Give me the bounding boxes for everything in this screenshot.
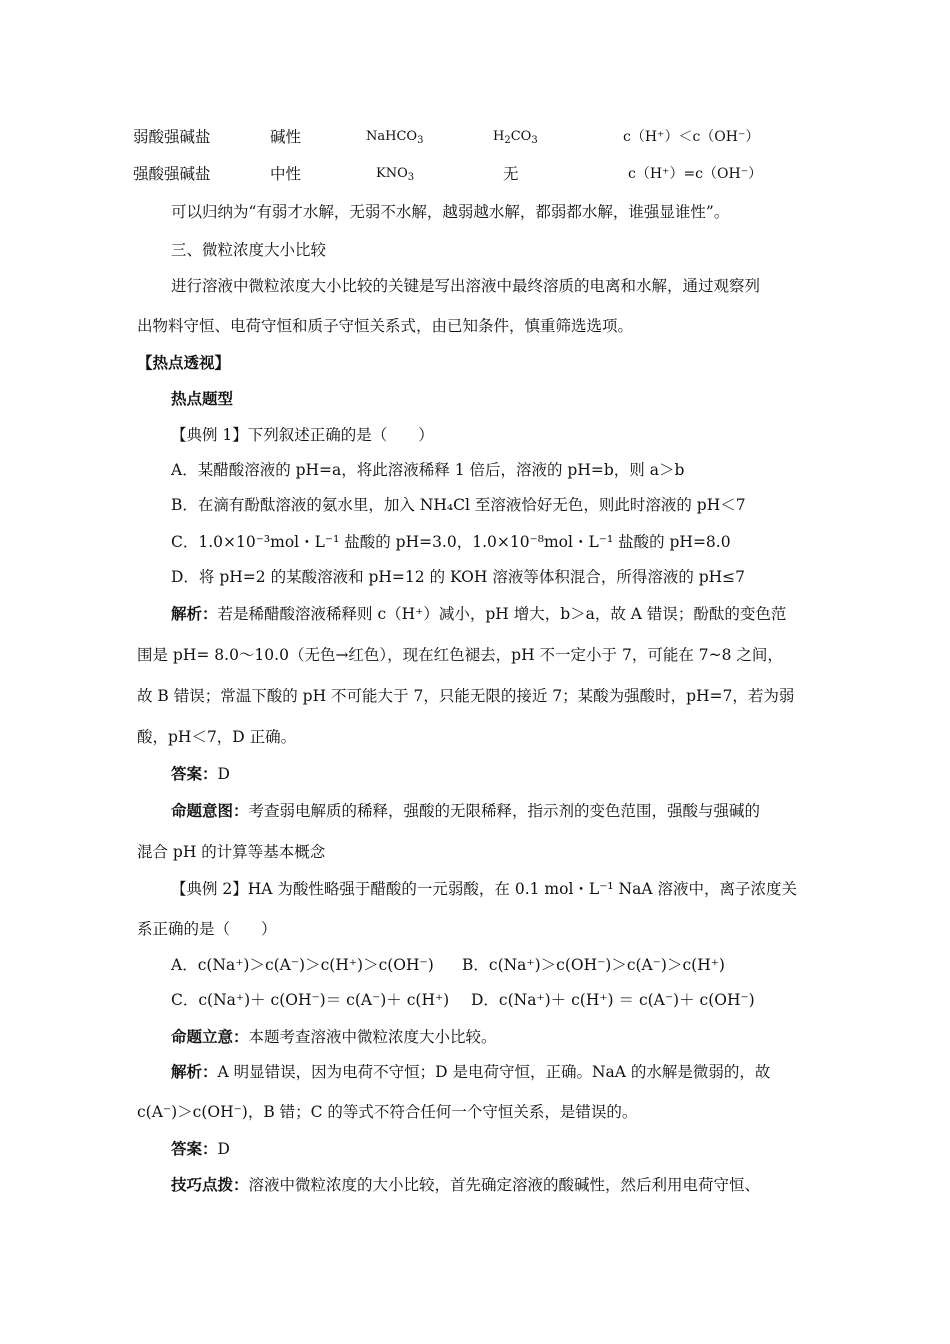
analysis-cont: 酸，pH＜7，D 正确。 bbox=[137, 728, 297, 746]
option-c: C．c(Na⁺)＋ c(OH⁻)＝ c(A⁻)＋ c(H⁺) bbox=[171, 991, 450, 1009]
option-c: C．1.0×10⁻³mol・L⁻¹ 盐酸的 pH=3.0，1.0×10⁻⁸mol・L⁻¹ 盐酸的 pH=8.0 bbox=[171, 533, 731, 551]
analysis: 解析：若是稀醋酸溶液稀释则 c（H⁺）减小，pH 增大，b＞a，故 A 错误；酚酞的变色范 bbox=[171, 604, 787, 623]
ion-relation: c（H⁺）=c（OH⁻） bbox=[628, 166, 763, 182]
option-b: B．在滴有酚酞溶液的氨水里，加入 NH₄Cl 至溶液恰好无色，则此时溶液的 pH＜7 bbox=[171, 496, 746, 514]
example-title: 【典例 2】HA 为酸性略强于醋酸的一元弱酸，在 0.1 mol・L⁻¹ NaA 溶液中，离子浓度关 bbox=[171, 880, 797, 898]
section-heading: 【热点透视】 bbox=[137, 353, 231, 372]
subheading: 热点题型 bbox=[171, 389, 234, 408]
option-b: B．c(Na⁺)＞c(OH⁻)＞c(A⁻)＞c(H⁺) bbox=[462, 956, 725, 974]
option-a: A．c(Na⁺)＞c(A⁻)＞c(H⁺)＞c(OH⁻) bbox=[171, 956, 434, 974]
hydrolysis-product: 无 bbox=[503, 165, 519, 183]
tip: 技巧点拨：溶液中微粒浓度的大小比较，首先确定溶液的酸碱性，然后利用电荷守恒、 bbox=[171, 1175, 761, 1194]
analysis-cont: 围是 pH= 8.0～10.0（无色→红色），现在红色褪去，pH 不一定小于 7，可能在 7~8 之间， bbox=[137, 646, 783, 664]
hydrolysis-product: $H_2CO_3$ bbox=[493, 129, 538, 146]
answer: 答案：D bbox=[171, 764, 230, 783]
option-a: A．某醋酸溶液的 pH=a，将此溶液稀释 1 倍后，溶液的 pH=b，则 a＞b bbox=[171, 461, 685, 479]
section-title: 三、微粒浓度大小比较 bbox=[171, 241, 327, 259]
option-d: D．c(Na⁺)＋ c(H⁺) ＝ c(A⁻)＋ c(OH⁻) bbox=[471, 991, 755, 1009]
example-title-cont: 系正确的是（ ） bbox=[137, 920, 277, 938]
idea: 命题立意：本题考查溶液中微粒浓度大小比较。 bbox=[171, 1027, 497, 1046]
paragraph: 进行溶液中微粒浓度大小比较的关键是写出溶液中最终溶质的电离和水解，通过观察列 bbox=[171, 277, 761, 295]
example-title: 【典例 1】下列叙述正确的是（ ） bbox=[171, 426, 434, 444]
analysis-cont: 故 B 错误；常温下酸的 pH 不可能大于 7，只能无限的接近 7；某酸为强酸时，pH=7，若为弱 bbox=[137, 687, 795, 705]
intent: 命题意图：考查弱电解质的稀释，强酸的无限稀释，指示剂的变色范围，强酸与强碱的 bbox=[171, 801, 761, 820]
solution-nature: 中性 bbox=[270, 165, 302, 183]
example-salt: $KNO_3$ bbox=[376, 166, 415, 183]
analysis: 解析：A 明显错误，因为电荷不守恒；D 是电荷守恒，正确。NaA 的水解是微弱的，故 bbox=[171, 1062, 771, 1081]
paragraph: 出物料守恒、电荷守恒和质子守恒关系式，由已知条件，慎重筛选选项。 bbox=[137, 317, 634, 335]
intent-cont: 混合 pH 的计算等基本概念 bbox=[137, 843, 326, 861]
answer: 答案：D bbox=[171, 1139, 230, 1158]
solution-nature: 碱性 bbox=[270, 128, 302, 146]
analysis-cont: c(A⁻)＞c(OH⁻)，B 错；C 的等式不符合任何一个守恒关系，是错误的。 bbox=[137, 1103, 638, 1121]
option-d: D．将 pH=2 的某酸溶液和 pH=12 的 KOH 溶液等体积混合，所得溶液的 pH≤7 bbox=[171, 568, 746, 586]
example-salt: NaHCO$_3$ bbox=[366, 129, 424, 146]
salt-type: 弱酸强碱盐 bbox=[133, 128, 211, 146]
ion-relation: c（H⁺）＜c（OH⁻） bbox=[623, 129, 760, 145]
summary-rule: 可以归纳为“有弱才水解，无弱不水解，越弱越水解，都弱都水解，谁强显谁性”。 bbox=[171, 203, 730, 221]
salt-type: 强酸强碱盐 bbox=[133, 165, 211, 183]
